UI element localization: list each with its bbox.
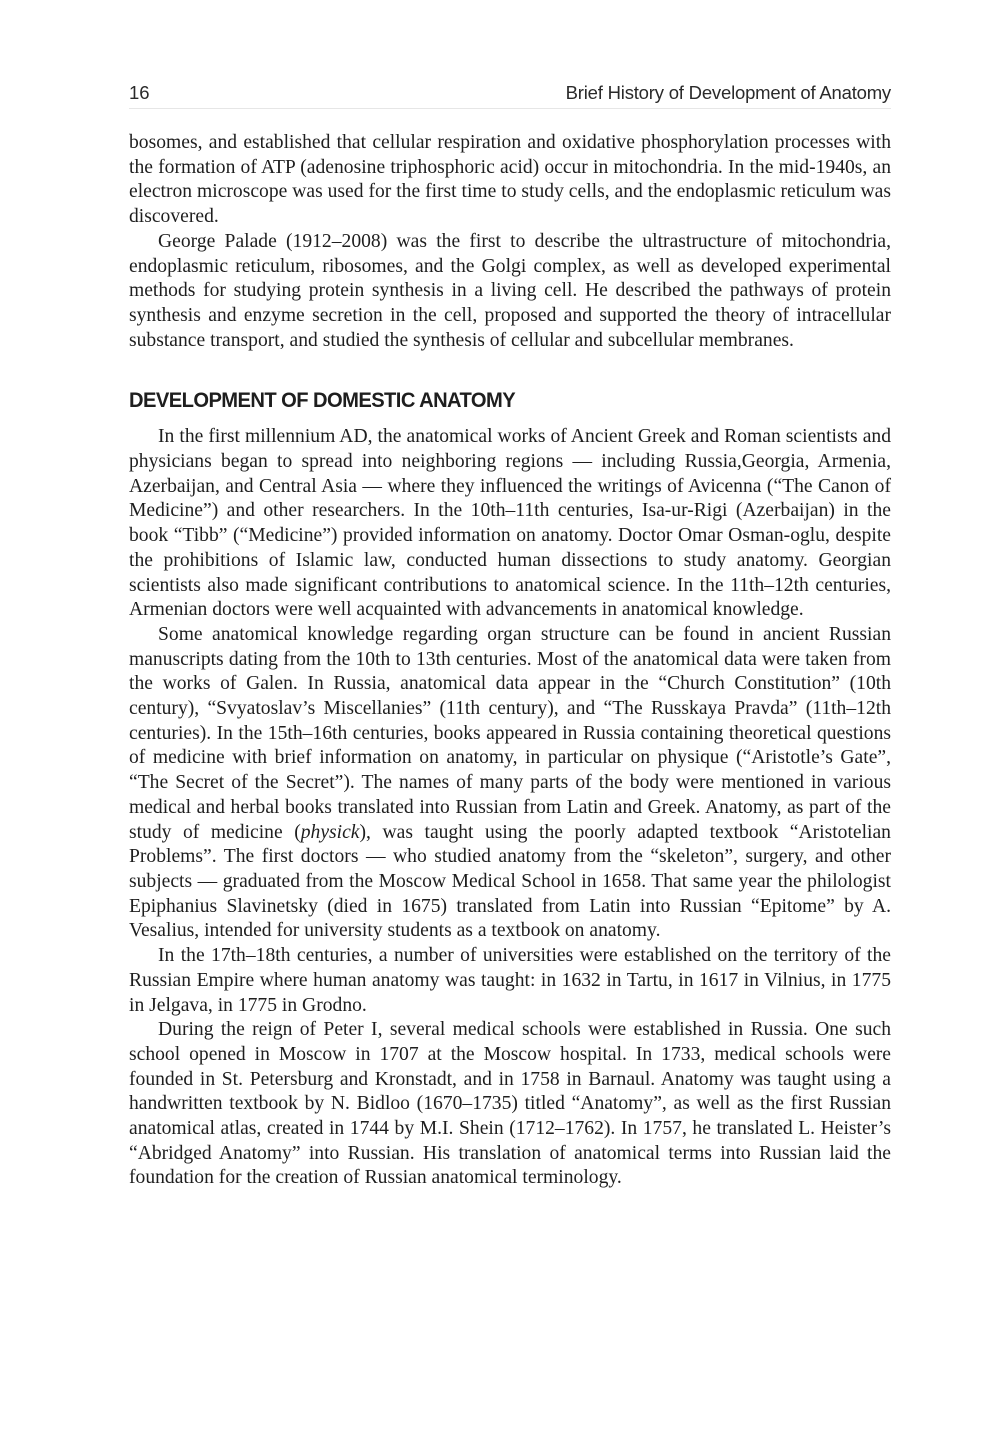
page-body: [129, 131, 891, 1191]
running-title: Brief History of Development of Anatomy: [565, 82, 891, 103]
paragraph-continued: bosomes, and established that cellular respiration and oxidative phosphorylation processes with the formation of ATP (adenosine triphosphoric acid) occur in mitochondria. In the mid-1940s, an electron microscope was used for the first time to study cells, and the endoplasmic reticulum was discovered.: [129, 132, 891, 228]
paragraph-text-part: ), was taught using the poorly adapted textbook “Aristotelian Problems”. The first doctors — who studied anatomy from the “skeleton”, surgery, and other subjects — graduated from the Moscow Medical School in 1658. That same year the philologist Epiphanius Slavinetsky (died in 1675) translated from Latin into Russian “Epitome” by A. Vesalius, intended for university students as a textbook on anatomy.: [129, 821, 891, 942]
section-heading: DEVELOPMENT OF DOMESTIC ANATOMY: [129, 389, 516, 413]
paragraph-peter-i: During the reign of Peter I, several medical schools were established in Russia. One such school opened in Moscow in 1707 at the Moscow hospital. In 1733, medical schools were founded in St. Petersburg and Kronstadt, and in 1758 in Barnaul. Anatomy was taught using a handwritten textbook by N. Bidloo (1670–1735) titled “Anatomy”, as well as the first Russian anatomical atlas, created in 1744 by M.I. Shein (1712–1762). In 1757, he translated L. Heister’s “Abridged Anatomy” into Russian. His translation of anatomical terms into Russian laid the foundation for the creation of Russian anatomical terminology.: [129, 1019, 891, 1189]
page-number: 16: [129, 82, 150, 103]
paragraph-russian-manuscripts: [129, 623, 891, 944]
paragraph-first-millennium: In the first millennium AD, the anatomical works of Ancient Greek and Roman scientists and physicians began to spread into neighboring regions — including Russia,Georgia, Armenia, Azerbaijan, and Central Asia — where they influenced the writings of Avicenna (“The Canon of Medicine”) and other researchers. In the 10th–11th centuries, Isa-ur-Rigi (Azerbaijan) in the book “Tibb” (“Medicine”) provided information on anatomy. Doctor Omar Osman-oglu, despite the prohibitions of Islamic law, conducted human dissections to study anatomy. Georgian scientists also made significant contributions to anatomical science. In the 11th–12th centuries, Armenian doctors were well acquainted with advancements in anatomical knowledge.: [129, 426, 891, 621]
italic-term: physick: [300, 821, 360, 843]
paragraph-universities: In the 17th–18th centuries, a number of universities were established on the territory of the Russian Empire where human anatomy was taught: in 1632 in Tartu, in 1617 in Vilnius, in 1775 in Jelgava, in 1775 in Grodno.: [129, 945, 891, 1016]
paragraph-text-part: Some anatomical knowledge regarding organ structure can be found in ancient Russian manuscripts dating from the 10th to 13th centuries. Most of the anatomical data were taken from the works of Galen. In Russia, anatomical data appear in the “Church Constitution” (10th century), “Svyatoslav’s Miscellanies” (11th century), and “The Russkaya Pravda” (11th–12th centuries). In the 15th–16th centuries, books appeared in Russia containing theoretical questions of medicine with brief information on anatomy, in particular on physique (“Aristotle’s Gate”, “The Secret of the Secret”). The names of many parts of the body were mentioned in various medical and herbal books translated into Russian from Latin and Greek. Anatomy, as part of the study of medicine (: [129, 623, 891, 843]
paragraph-palade: George Palade (1912–2008) was the first to describe the ultrastructure of mitochondria, endoplasmic reticulum, ribosomes, and the Golgi complex, as well as developed experimental methods for studying protein synthesis in a living cell. He described the pathways of protein synthesis and enzyme secretion in the cell, proposed and supported the theory of intracellular substance transport, and studied the synthesis of cellular and subcellular membranes.: [129, 230, 891, 351]
running-header: [129, 78, 891, 109]
